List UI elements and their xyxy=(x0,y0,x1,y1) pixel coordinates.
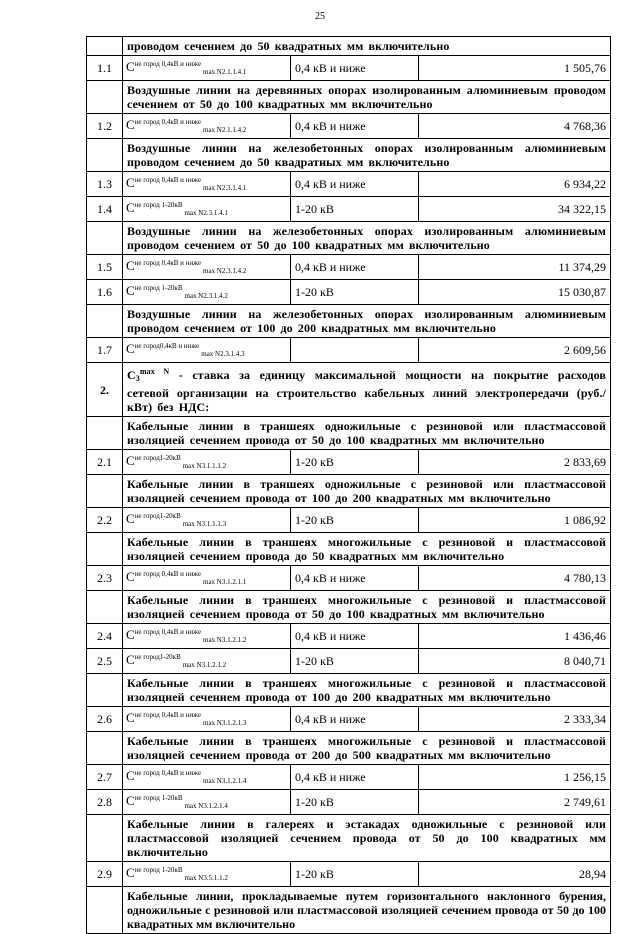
rate-code xyxy=(123,624,291,649)
rate-value: 4 780,13 xyxy=(419,566,611,591)
rate-code xyxy=(123,862,291,887)
tariff-row xyxy=(87,862,611,887)
voltage-level xyxy=(291,338,419,363)
rate-value: 2 333,34 xyxy=(419,707,611,732)
row-number-cell xyxy=(87,887,123,934)
row-number: 1.5 xyxy=(87,255,123,280)
description-text: Кабельные линии в траншеях многожильные с резиновой и пластмассовой изоляцией сечением провода от 50 до 100 квадратных мм включительно xyxy=(123,591,611,624)
tariff-row xyxy=(87,114,611,139)
rate-code-subscript: max N2.3.1.4.2 xyxy=(203,267,247,275)
tariff-row xyxy=(87,280,611,305)
description-row xyxy=(87,417,611,450)
rate-code-subscript: max N3.1.2.1.4 xyxy=(184,802,228,810)
rate-value: 1 256,15 xyxy=(419,765,611,790)
rate-code-main: С xyxy=(126,59,135,74)
rate-code-subscript: max N2.1.1.4.2 xyxy=(203,126,247,134)
row-number-cell xyxy=(87,732,123,765)
rate-code-main: С xyxy=(126,258,135,273)
description-text: Воздушные линии на железобетонных опорах изолированным алюминиевым проводом сечением от 100 до 200 квадратных мм включительно xyxy=(123,305,611,338)
tariff-row xyxy=(87,566,611,591)
description-text: Кабельные линии в траншеях многожильные с резиновой и пластмассовой изоляцией сечением провода от 100 до 200 квадратных мм включительно xyxy=(123,674,611,707)
rate-code xyxy=(123,508,291,533)
rate-code-superscript: не город 1-20кВ xyxy=(134,201,183,209)
rate-value: 15 030,87 xyxy=(419,280,611,305)
voltage-level: 0,4 кВ и ниже xyxy=(291,765,419,790)
row-number-cell xyxy=(87,533,123,566)
row-number: 2.8 xyxy=(87,790,123,815)
description-text: Воздушные линии на железобетонных опорах изолированным алюминиевым проводом сечением от 50 до 100 квадратных мм включительно xyxy=(123,222,611,255)
rate-code-subscript: max N2.3.1.4.2 xyxy=(184,292,228,300)
description-row xyxy=(87,305,611,338)
description-row xyxy=(87,732,611,765)
rate-code-main: С xyxy=(126,453,135,468)
tariff-table-body xyxy=(87,37,611,934)
rate-code-superscript: не город1-20кВ xyxy=(134,454,181,462)
rate-code xyxy=(123,765,291,790)
rate-code-subscript: max N3.1.2.1.1 xyxy=(203,578,247,586)
rate-symbol-subscript: 3 xyxy=(135,374,140,383)
rate-code-superscript: не город1-20кВ xyxy=(134,512,181,520)
row-number: 1.4 xyxy=(87,197,123,222)
description-text: Кабельные линии в траншеях одножильные с резиновой или пластмассовой изоляцией сечением провода от 50 до 100 квадратных мм включительно xyxy=(123,417,611,450)
rate-value: 2 749,61 xyxy=(419,790,611,815)
rate-value: 8 040,71 xyxy=(419,649,611,674)
row-number: 1.6 xyxy=(87,280,123,305)
rate-code-superscript: не город 0,4кВ и ниже xyxy=(134,259,201,267)
voltage-level: 1-20 кВ xyxy=(291,649,419,674)
rate-code xyxy=(123,172,291,197)
description-text: Кабельные линии в траншеях многожильные с резиновой и пластмассовой изоляцией сечением провода от 200 до 500 квадратных мм включительно xyxy=(123,732,611,765)
rate-code xyxy=(123,280,291,305)
row-number-cell xyxy=(87,815,123,862)
rate-code-main: С xyxy=(126,117,135,132)
rate-value: 6 934,22 xyxy=(419,172,611,197)
tariff-row xyxy=(87,338,611,363)
rate-code-subscript: max N3.1.2.1.2 xyxy=(203,636,247,644)
description-text: Воздушные линии на деревянных опорах изолированным алюминиевым проводом сечением от 50 до 100 квадратных мм включительно xyxy=(123,81,611,114)
rate-code-main: С xyxy=(126,652,135,667)
rate-code xyxy=(123,114,291,139)
description-row xyxy=(87,887,611,934)
description-row xyxy=(87,674,611,707)
rate-symbol-main: С xyxy=(127,368,136,382)
voltage-level: 1-20 кВ xyxy=(291,508,419,533)
voltage-level: 0,4 кВ и ниже xyxy=(291,566,419,591)
description-row xyxy=(87,81,611,114)
section-text: - ставка за единицу максимальной мощности на покрытие расходов сетевой организации на строительство кабельных линий электропередачи (руб./кВт) без НДС: xyxy=(127,368,607,414)
rate-code-subscript: max N3.1.1.1.2 xyxy=(182,462,227,470)
section-description xyxy=(123,363,611,417)
rate-value: 2 609,56 xyxy=(419,338,611,363)
tariff-row xyxy=(87,255,611,280)
row-number-cell xyxy=(87,591,123,624)
description-row xyxy=(87,222,611,255)
description-text: проводом сечением до 50 квадратных мм включительно xyxy=(123,37,611,56)
row-number: 2.9 xyxy=(87,862,123,887)
row-number-cell xyxy=(87,475,123,508)
rate-code-superscript: не город 0,4кВ и ниже xyxy=(134,176,201,184)
rate-value: 1 436,46 xyxy=(419,624,611,649)
rate-value: 11 374,29 xyxy=(419,255,611,280)
tariff-table xyxy=(86,36,611,934)
description-text: Кабельные линии в траншеях многожильные с резиновой и пластмассовой изоляцией сечением провода до 50 квадратных мм включительно xyxy=(123,533,611,566)
rate-code-subscript: max N2.3.1.4.3 xyxy=(201,350,245,358)
rate-code-superscript: не город 0,4кВ и ниже xyxy=(134,570,201,578)
rate-code-subscript: max N3.5.1.1.2 xyxy=(184,874,228,882)
description-row xyxy=(87,533,611,566)
description-text: Воздушные линии на железобетонных опорах изолированным алюминиевым проводом сечением до 50 квадратных мм включительно xyxy=(123,139,611,172)
description-text: Кабельные линии, прокладываемые путем горизонтального наклонного бурения, одножильные с резиновой или пластмассовой изоляцией сечением провода от 50 до 100 квадратных мм включительно xyxy=(123,887,611,934)
rate-code-subscript: max N3.1.1.1.3 xyxy=(182,520,227,528)
row-number: 2.3 xyxy=(87,566,123,591)
rate-code-main: С xyxy=(126,768,135,783)
rate-code-main: С xyxy=(126,283,135,298)
row-number-cell xyxy=(87,305,123,338)
rate-code-superscript: не город 1-20кВ xyxy=(134,284,183,292)
rate-code-superscript: не город1-20кВ xyxy=(134,653,181,661)
tariff-row xyxy=(87,508,611,533)
rate-code-superscript: не город 1-20кВ xyxy=(134,794,183,802)
rate-code xyxy=(123,56,291,81)
voltage-level: 1-20 кВ xyxy=(291,790,419,815)
rate-symbol-superscript: max N xyxy=(139,367,170,376)
tariff-row xyxy=(87,790,611,815)
row-number: 1.3 xyxy=(87,172,123,197)
voltage-level: 0,4 кВ и ниже xyxy=(291,56,419,81)
rate-code xyxy=(123,197,291,222)
description-row xyxy=(87,475,611,508)
rate-code xyxy=(123,707,291,732)
tariff-row xyxy=(87,649,611,674)
rate-code-subscript: max N2.3.1.4.1 xyxy=(184,209,228,217)
rate-code-main: С xyxy=(126,793,135,808)
tariff-row xyxy=(87,56,611,81)
rate-value: 1 086,92 xyxy=(419,508,611,533)
rate-code xyxy=(123,450,291,475)
rate-code-subscript: max N3.1.2.1.4 xyxy=(203,777,247,785)
rate-value: 1 505,76 xyxy=(419,56,611,81)
rate-code-subscript: max N3.1.2.1.2 xyxy=(182,661,227,669)
rate-code xyxy=(123,566,291,591)
tariff-row xyxy=(87,765,611,790)
row-number: 2.4 xyxy=(87,624,123,649)
rate-code xyxy=(123,338,291,363)
voltage-level: 1-20 кВ xyxy=(291,280,419,305)
rate-code-main: С xyxy=(126,865,135,880)
voltage-level: 1-20 кВ xyxy=(291,862,419,887)
rate-value: 34 322,15 xyxy=(419,197,611,222)
voltage-level: 0,4 кВ и ниже xyxy=(291,114,419,139)
row-number-cell xyxy=(87,417,123,450)
row-number: 2.5 xyxy=(87,649,123,674)
rate-value: 2 833,69 xyxy=(419,450,611,475)
voltage-level: 1-20 кВ xyxy=(291,197,419,222)
tariff-row xyxy=(87,197,611,222)
row-number-cell xyxy=(87,81,123,114)
rate-code-main: С xyxy=(126,175,135,190)
rate-code-superscript: не город 0,4кВ и ниже xyxy=(134,628,201,636)
description-text: Кабельные линии в траншеях одножильные с резиновой или пластмассовой изоляцией сечением провода от 100 до 200 квадратных мм включительно xyxy=(123,475,611,508)
voltage-level: 1-20 кВ xyxy=(291,450,419,475)
rate-code-superscript: не город 0,4кВ и ниже xyxy=(134,118,201,126)
rate-code-main: С xyxy=(126,627,135,642)
rate-code-subscript: max N3.1.2.1.3 xyxy=(203,719,247,727)
description-text: Кабельные линии в галереях и эстакадах одножильные с резиновой или пластмассовой изоляцией сечением провода от 50 до 100 квадратных мм включительно xyxy=(123,815,611,862)
row-number-cell xyxy=(87,37,123,56)
rate-value: 28,94 xyxy=(419,862,611,887)
description-row xyxy=(87,139,611,172)
rate-code xyxy=(123,649,291,674)
rate-code-main: С xyxy=(126,200,135,215)
row-number: 2.6 xyxy=(87,707,123,732)
rate-code-subscript: max N2.1.1.4.1 xyxy=(203,68,247,76)
rate-code-main: С xyxy=(126,341,135,356)
tariff-row xyxy=(87,172,611,197)
description-row xyxy=(87,37,611,56)
description-row xyxy=(87,591,611,624)
rate-code xyxy=(123,255,291,280)
row-number-cell xyxy=(87,139,123,172)
voltage-level: 0,4 кВ и ниже xyxy=(291,172,419,197)
row-number-cell xyxy=(87,222,123,255)
rate-code-superscript: не город 0,4кВ и ниже xyxy=(134,711,201,719)
rate-code-superscript: не город0,4кВ и ниже xyxy=(134,342,200,350)
page-number: 25 xyxy=(315,11,325,22)
rate-code-main: С xyxy=(126,710,135,725)
rate-code-main: С xyxy=(126,569,135,584)
voltage-level: 0,4 кВ и ниже xyxy=(291,255,419,280)
voltage-level: 0,4 кВ и ниже xyxy=(291,624,419,649)
voltage-level: 0,4 кВ и ниже xyxy=(291,707,419,732)
row-number: 2.7 xyxy=(87,765,123,790)
rate-code-superscript: не город 1-20кВ xyxy=(134,866,183,874)
row-number: 1.7 xyxy=(87,338,123,363)
section-number: 2. xyxy=(87,363,123,417)
description-row xyxy=(87,815,611,862)
section-row xyxy=(87,363,611,417)
row-number: 2.2 xyxy=(87,508,123,533)
row-number: 1.1 xyxy=(87,56,123,81)
rate-code xyxy=(123,790,291,815)
row-number: 1.2 xyxy=(87,114,123,139)
tariff-row xyxy=(87,707,611,732)
rate-code-main: С xyxy=(126,511,135,526)
tariff-row xyxy=(87,450,611,475)
row-number-cell xyxy=(87,674,123,707)
tariff-row xyxy=(87,624,611,649)
rate-value: 4 768,36 xyxy=(419,114,611,139)
rate-code-superscript: не город 0,4кВ и ниже xyxy=(134,769,201,777)
rate-symbol xyxy=(127,368,169,382)
row-number: 2.1 xyxy=(87,450,123,475)
rate-code-superscript: не город 0,4кВ и ниже xyxy=(134,60,201,68)
rate-code-subscript: max N2.3.1.4.1 xyxy=(203,184,247,192)
